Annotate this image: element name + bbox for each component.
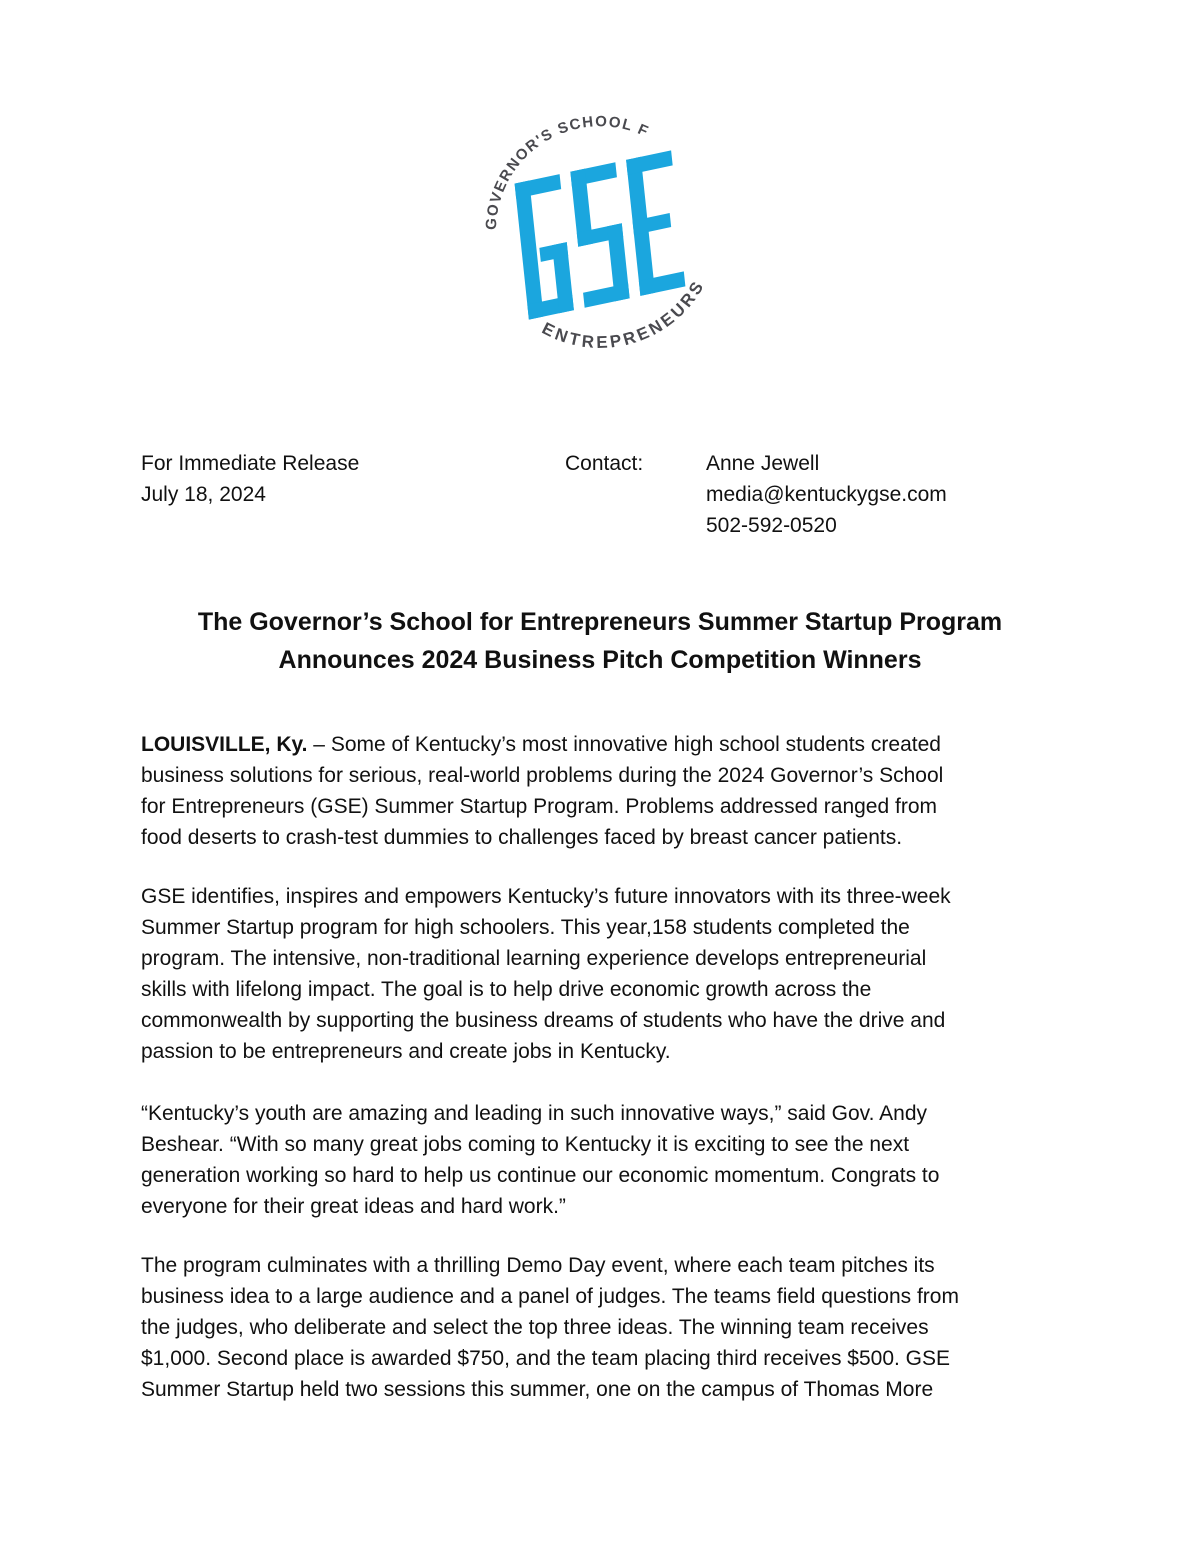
text-line: business solutions for serious, real-world problems during the 2024 Governor’s School: [141, 764, 944, 787]
contact-info: [706, 448, 947, 541]
text-line: generation working so hard to help us continue our economic momentum. Congrats to: [141, 1164, 940, 1187]
headline-line: The Governor’s School for Entrepreneurs Summer Startup Program: [197, 608, 1003, 636]
release-date: July 18, 2024: [141, 483, 266, 506]
text-line: Beshear. “With so many great jobs coming to Kentucky it is exciting to see the next: [141, 1133, 910, 1156]
release-info: [141, 448, 359, 510]
paragraph-2: [141, 881, 1101, 1067]
paragraph-4: [141, 1250, 1101, 1405]
text-line: The program culminates with a thrilling Demo Day event, where each team pitches its: [141, 1254, 935, 1277]
text-line: the judges, who deliberate and select the top three ideas. The winning team receives: [141, 1316, 929, 1339]
text-line: for Entrepreneurs (GSE) Summer Startup Program. Problems addressed ranged from: [141, 795, 937, 818]
text-line: everyone for their great ideas and hard work.”: [141, 1195, 566, 1218]
paragraph-3-quote: [141, 1098, 1101, 1222]
release-label: For Immediate Release: [141, 452, 360, 475]
text-line: “Kentucky’s youth are amazing and leading in such innovative ways,” said Gov. Andy: [141, 1102, 927, 1125]
text-line: program. The intensive, non-traditional learning experience develops entrepreneurial: [141, 947, 927, 970]
headline: [0, 603, 1200, 679]
text-line: commonwealth by supporting the business dreams of students who have the drive and: [141, 1009, 946, 1032]
contact-label: Contact:: [565, 452, 644, 475]
text-line: passion to be entrepreneurs and create jobs in Kentucky.: [141, 1040, 671, 1063]
gse-logo-graphic: [440, 70, 760, 390]
contact-email[interactable]: media@kentuckygse.com: [706, 483, 947, 506]
dateline: LOUISVILLE, Ky.: [141, 733, 308, 756]
text-line: Summer Startup held two sessions this summer, one on the campus of Thomas More: [141, 1378, 934, 1401]
monogram-letter-e: [626, 150, 685, 296]
logo-monogram: [515, 150, 686, 319]
paragraph-1: [141, 729, 1101, 853]
text-line: skills with lifelong impact. The goal is to help drive economic growth across the: [141, 978, 872, 1001]
contact-name: Anne Jewell: [706, 452, 820, 475]
logo-arc-top: GOVERNOR'S SCHOOL F: [482, 113, 652, 231]
gse-logo: [440, 70, 760, 390]
text-line: business idea to a large audience and a panel of judges. The teams field questions from: [141, 1285, 959, 1308]
text-line: GSE identifies, inspires and empowers Kentucky’s future innovators with its three-week: [141, 885, 951, 908]
text-line: $1,000. Second place is awarded $750, and the team placing third receives $500. GSE: [141, 1347, 951, 1370]
text-line: Summer Startup program for high schoolers. This year,158 students completed the: [141, 916, 910, 939]
monogram-letter-g: [515, 174, 574, 320]
headline-line: Announces 2024 Business Pitch Competition Winners: [278, 646, 922, 674]
monogram-letter-s: [570, 162, 629, 308]
contact-phone: 502-592-0520: [706, 514, 837, 537]
text-line: food deserts to crash-test dummies to challenges faced by breast cancer patients.: [141, 826, 903, 849]
logo-arc-bottom: ENTREPRENEURS: [538, 276, 709, 353]
text-line: – Some of Kentucky’s most innovative high school students created: [307, 733, 941, 756]
